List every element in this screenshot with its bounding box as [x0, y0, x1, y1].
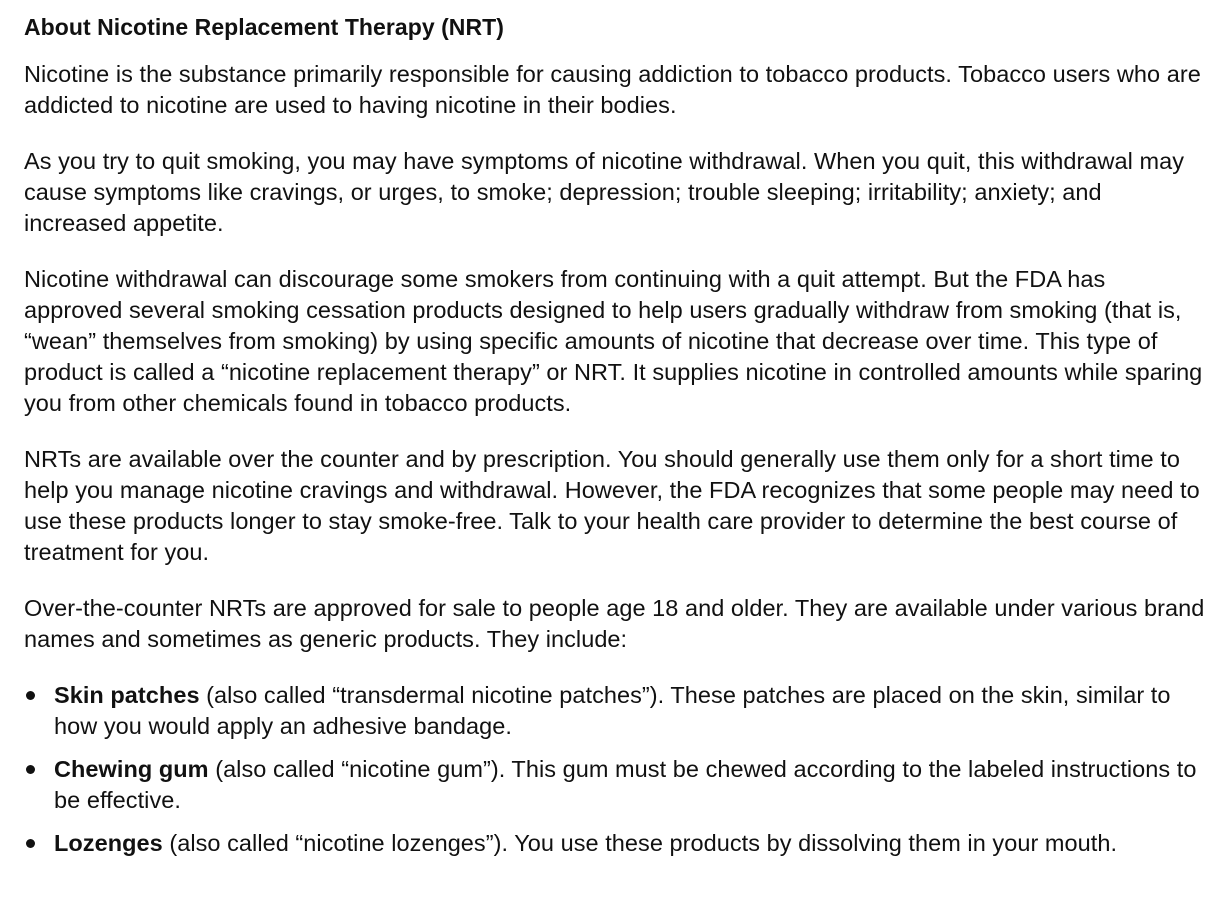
page-title: About Nicotine Replacement Therapy (NRT) [24, 14, 504, 40]
list-item-term: Lozenges [54, 830, 163, 856]
list-item-chewing-gum [24, 754, 1205, 816]
list-item-text: (also called “nicotine lozenges”). You use these products by dissolving them in your mouth. [162, 830, 1118, 856]
bullet-icon [26, 691, 35, 700]
paragraph-fda-approved-products: Nicotine withdrawal can discourage some smokers from continuing with a quit attempt. But the FDA has approved several smoking cessation products designed to help users gradually withdraw from smoking (that is, “wean” themselves from smoking) by using specific amounts of nicotine that decrease over time. This type of product is called a “nicotine replacement therapy” or NRT. It supplies nicotine in controlled amounts while sparing you from other chemicals found in tobacco products. [24, 266, 1203, 416]
list-item-skin-patches [24, 680, 1205, 742]
list-item-lozenges [24, 828, 1205, 859]
paragraph-addiction: Nicotine is the substance primarily responsible for causing addiction to tobacco products. Tobacco users who are addicted to nicotine are used to having nicotine in their bodies. [24, 61, 1201, 118]
list-item-term: Chewing gum [54, 756, 209, 782]
nrt-product-list [24, 680, 1205, 859]
paragraph-withdrawal-symptoms: As you try to quit smoking, you may have symptoms of nicotine withdrawal. When you quit, this withdrawal may cause symptoms like cravings, or urges, to smoke; depression; trouble sleeping; irritability; anxiety; and increased appetite. [24, 148, 1184, 236]
paragraph-over-the-counter: Over-the-counter NRTs are approved for sale to people age 18 and older. They are available under various brand names and sometimes as generic products. They include: [24, 595, 1205, 652]
list-item-text: (also called “transdermal nicotine patches”). These patches are placed on the skin, similar to how you would apply an adhesive bandage. [54, 682, 1171, 739]
list-item-text: (also called “nicotine gum”). This gum must be chewed according to the labeled instructions to be effective. [54, 756, 1197, 813]
list-item-term: Skin patches [54, 682, 200, 708]
bullet-icon [26, 765, 35, 774]
paragraph-availability: NRTs are available over the counter and by prescription. You should generally use them only for a short time to help you manage nicotine cravings and withdrawal. However, the FDA recognizes that some people may need to use these products longer to stay smoke-free. Talk to your health care provider to determine the best course of treatment for you. [24, 446, 1200, 565]
bullet-icon [26, 839, 35, 848]
